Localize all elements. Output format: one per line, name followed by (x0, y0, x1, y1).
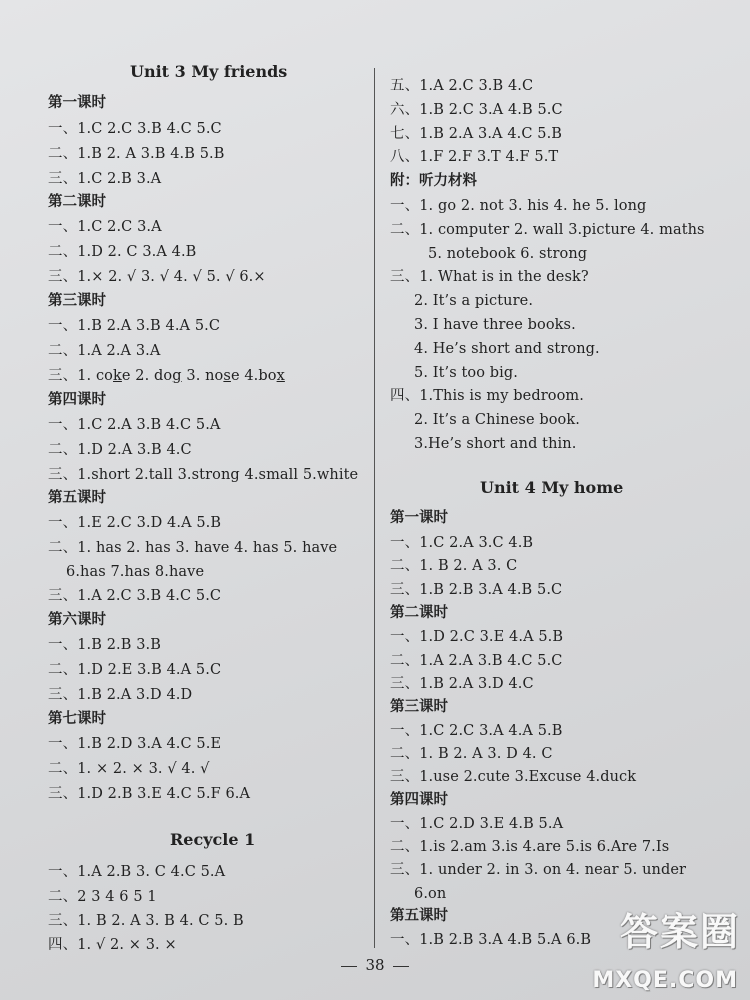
item-number: 4. (239, 368, 259, 384)
answer-line: 二、1. has 2. has 3. have 4. has 5. have (48, 540, 338, 556)
answer-line: 六、1.B 2.C 3.A 4.B 5.C (390, 102, 563, 118)
listening-line: 2. It’s a Chinese book. (414, 412, 580, 428)
unit3-lesson1-title: 第一课时 (48, 95, 106, 111)
listening-line: 2. It’s a picture. (414, 293, 534, 309)
answer-line: 一、1.B 2.B 3.A 4.B 5.A 6.B (390, 932, 592, 948)
unit4-title: Unit 4 My home (480, 478, 624, 497)
answer-line: 一、1.C 2.C 3.A (48, 219, 162, 235)
answer-line: 三、1.× 2. √ 3. √ 4. √ 5. √ 6.× (48, 269, 266, 285)
answer-line: 6.has 7.has 8.have (66, 564, 205, 580)
page-number-text: 38 (365, 956, 385, 974)
word-part: do (154, 368, 173, 384)
watermark-logo (592, 910, 740, 994)
answer-line: 一、1.C 2.A 3.B 4.C 5.A (48, 417, 221, 433)
answer-line: 三、1.D 2.B 3.E 4.C 5.F 6.A (48, 786, 251, 802)
answer-line: 三、1. under 2. in 3. on 4. near 5. under (390, 862, 687, 878)
answer-line: 四、1. √ 2. × 3. × (48, 937, 177, 953)
answer-line: 二、1. B 2. A 3. D 4. C (390, 746, 553, 762)
word-part: bo (258, 368, 277, 384)
unit3-lesson6-title: 第六课时 (48, 612, 106, 628)
answer-line: 二、2 3 4 6 5 1 (48, 889, 157, 905)
item-number: 2. (130, 368, 155, 384)
underlined-letter: x (276, 368, 285, 384)
word-part: e (230, 368, 240, 384)
item-number: 3. (181, 368, 206, 384)
listening-material-title: 附：听力材料 (390, 173, 477, 189)
answer-line: 三、1.B 2.A 3.D 4.D (48, 687, 193, 703)
listening-line: 3.He’s short and thin. (414, 436, 577, 452)
answer-line: 三、1.B 2.A 3.D 4.C (390, 676, 534, 692)
listening-line: 二、1. computer 2. wall 3.picture 4. maths (390, 222, 705, 238)
unit4-lesson3-title: 第三课时 (390, 699, 448, 715)
answer-line: 二、1. B 2. A 3. C (390, 558, 518, 574)
word-part: e (121, 368, 131, 384)
unit4-lesson5-title: 第五课时 (390, 908, 448, 924)
answer-line: 二、1.is 2.am 3.is 4.are 5.is 6.Are 7.Is (390, 839, 670, 855)
answer-line: 一、1.B 2.D 3.A 4.C 5.E (48, 736, 222, 752)
answer-line: 二、1. × 2. × 3. √ 4. √ (48, 761, 210, 777)
answer-line: 一、1.C 2.C 3.A 4.A 5.B (390, 723, 563, 739)
listening-line: 3. I have three books. (414, 317, 576, 333)
unit3-lesson3-title: 第三课时 (48, 293, 106, 309)
unit4-lesson1-title: 第一课时 (390, 510, 448, 526)
answer-line: 八、1.F 2.F 3.T 4.F 5.T (390, 149, 559, 165)
phonics-answer-line (48, 367, 285, 385)
answer-line: 二、1.D 2.A 3.B 4.C (48, 442, 192, 458)
answer-line: 三、1.C 2.B 3.A (48, 171, 162, 187)
listening-line: 一、1. go 2. not 3. his 4. he 5. long (390, 198, 647, 214)
answer-line: 二、1.A 2.A 3.B 4.C 5.C (390, 653, 563, 669)
line-prefix: 三、1. (48, 368, 96, 384)
unit3-title: Unit 3 My friends (130, 62, 288, 81)
answer-line: 三、1.short 2.tall 3.strong 4.small 5.white (48, 467, 359, 483)
recycle1-title: Recycle 1 (170, 830, 256, 849)
unit4-lesson2-title: 第二课时 (390, 605, 448, 621)
listening-line: 5. notebook 6. strong (428, 246, 588, 262)
unit3-lesson2-title: 第二课时 (48, 194, 106, 210)
listening-line: 三、1. What is in the desk? (390, 269, 589, 285)
answer-line: 一、1.D 2.C 3.E 4.A 5.B (390, 629, 564, 645)
listening-line: 4. He’s short and strong. (414, 341, 600, 357)
answer-line: 三、1.use 2.cute 3.Excuse 4.duck (390, 769, 637, 785)
answer-line: 一、1.C 2.C 3.B 4.C 5.C (48, 121, 222, 137)
answer-line: 一、1.C 2.A 3.C 4.B (390, 535, 534, 551)
answer-line: 五、1.A 2.C 3.B 4.C (390, 78, 534, 94)
column-divider (374, 68, 375, 948)
answer-line: 二、1.D 2.E 3.B 4.A 5.C (48, 662, 222, 678)
unit3-lesson4-title: 第四课时 (48, 392, 106, 408)
watermark-top-text: 答案圈 (619, 910, 740, 954)
answer-line: 三、1. B 2. A 3. B 4. C 5. B (48, 913, 244, 929)
answer-line: 二、1.A 2.A 3.A (48, 343, 161, 359)
unit3-lesson5-title: 第五课时 (48, 490, 106, 506)
underlined-letter: g (172, 368, 182, 384)
answer-line: 一、1.B 2.A 3.B 4.A 5.C (48, 318, 221, 334)
listening-line: 5. It’s too big. (414, 365, 518, 381)
watermark-bottom-text: MXQE.COM (592, 968, 738, 993)
answer-line: 6.on (414, 886, 447, 902)
word-part: co (95, 368, 114, 384)
answer-line: 七、1.B 2.A 3.A 4.C 5.B (390, 126, 563, 142)
unit4-lesson4-title: 第四课时 (390, 792, 448, 808)
answer-line: 二、1.D 2. C 3.A 4.B (48, 244, 197, 260)
answer-line: 三、1.B 2.B 3.A 4.B 5.C (390, 582, 563, 598)
answer-line: 一、1.C 2.D 3.E 4.B 5.A (390, 816, 564, 832)
unit3-lesson7-title: 第七课时 (48, 711, 106, 727)
word-part: no (205, 368, 224, 384)
underlined-letter: s (223, 368, 231, 384)
underlined-letter: k (113, 368, 122, 384)
answer-line: 二、1.B 2. A 3.B 4.B 5.B (48, 146, 225, 162)
answer-line: 三、1.A 2.C 3.B 4.C 5.C (48, 588, 222, 604)
answer-line: 一、1.A 2.B 3. C 4.C 5.A (48, 864, 226, 880)
answer-line: 一、1.E 2.C 3.D 4.A 5.B (48, 515, 222, 531)
listening-line: 四、1.This is my bedroom. (390, 388, 584, 404)
answer-line: 一、1.B 2.B 3.B (48, 637, 161, 653)
